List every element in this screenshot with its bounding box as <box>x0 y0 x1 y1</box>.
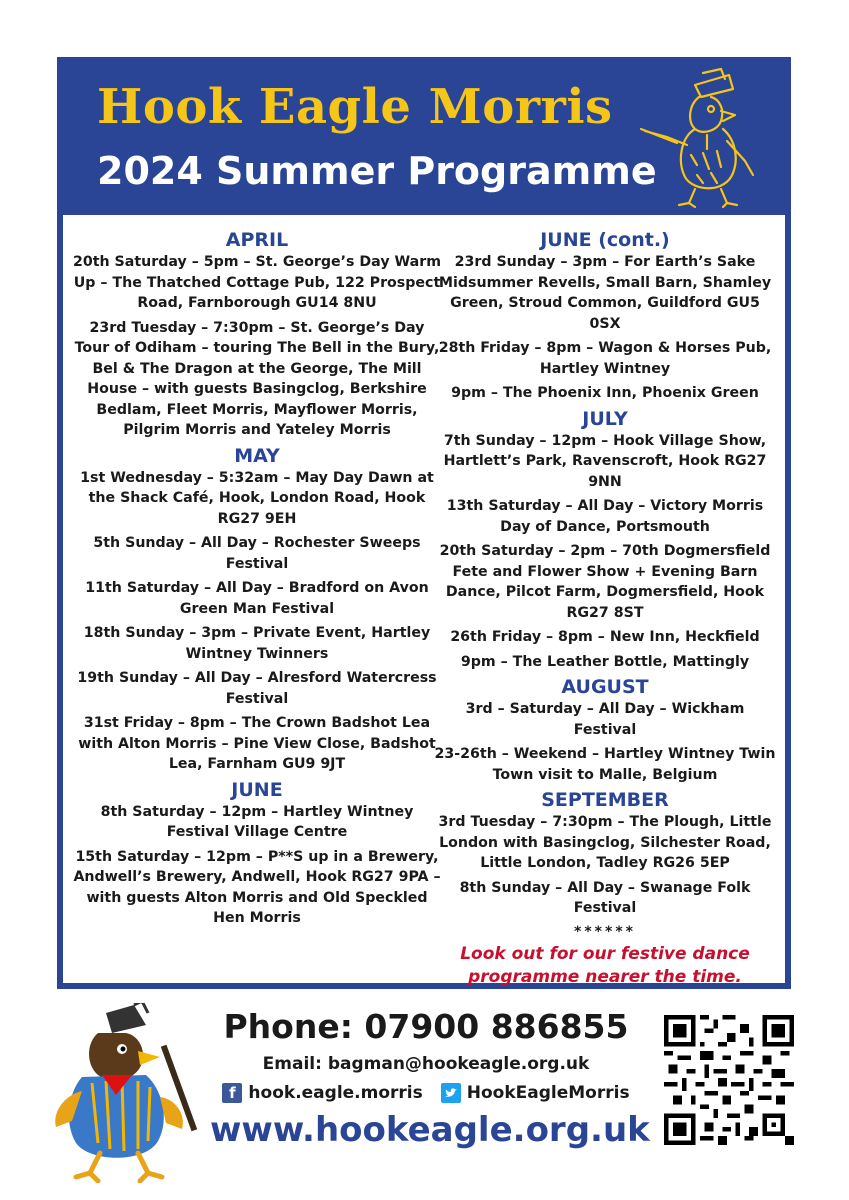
facebook-handle: hook.eagle.morris <box>248 1083 423 1103</box>
festive-note: Look out for our festive dance programme nearer the time. <box>460 943 750 987</box>
page-title: Hook Eagle Morris <box>97 79 613 135</box>
month-heading: AUGUST <box>561 676 649 698</box>
event-item: 23rd Tuesday – 7:30pm – St. George’s Day Tour of Odiham – touring The Bell in the Bury, Bel & The Dragon at the George, The Mill House – with guests Basingclog, Berkshire Bedlam, Fleet Morris, Mayflower Morris, Pilgrim Morris and Yateley Morris <box>74 319 440 438</box>
month-heading: SEPTEMBER <box>541 789 669 811</box>
event-item: 1st Wednesday – 5:32am – May Day Dawn at the Shack Café, Hook, London Road, Hook RG27 9EH <box>80 469 434 527</box>
event-item: 9pm – The Leather Bottle, Mattingly <box>460 653 750 670</box>
event-item: 28th Friday – 8pm – Wagon & Horses Pub, Hartley Wintney <box>438 340 772 377</box>
phone-number[interactable]: Phone: 07900 886855 <box>223 1007 629 1046</box>
email-address[interactable]: Email: bagman@hookeagle.org.uk <box>262 1054 590 1074</box>
twitter-icon <box>441 1083 461 1103</box>
event-item: 11th Saturday – All Day – Bradford on Avon Green Man Festival <box>85 580 429 617</box>
header <box>57 57 791 213</box>
event-item: 26th Friday – 8pm – New Inn, Heckfield <box>450 629 760 645</box>
social-links <box>210 1081 642 1105</box>
contact-block <box>210 995 650 1151</box>
left-column <box>71 229 443 933</box>
event-item: 20th Saturday – 2pm – 70th Dogmersfield Fete and Flower Show + Evening Barn Dance, Pilcot Farm, Dogmersfield, Hook RG27 8ST <box>439 543 771 621</box>
facebook-icon: f <box>222 1083 242 1103</box>
website-link[interactable]: www.hookeagle.org.uk <box>210 1110 650 1150</box>
event-item: 3rd – Saturday – All Day – Wickham Festival <box>465 701 745 738</box>
programme-frame <box>57 57 791 989</box>
event-item: 8th Saturday – 12pm – Hartley Wintney Festival Village Centre <box>100 803 414 840</box>
programme-panel <box>63 215 785 987</box>
event-item: 7th Sunday – 12pm – Hook Village Show, Hartlett’s Park, Ravenscroft, Hook RG27 9NN <box>443 432 767 490</box>
twitter-handle: HookEagleMorris <box>466 1083 630 1103</box>
month-heading: JUNE (cont.) <box>540 229 670 251</box>
month-heading: APRIL <box>225 229 289 251</box>
event-item: 13th Saturday – All Day – Victory Morris Day of Dance, Portsmouth <box>446 498 764 535</box>
qr-code-icon <box>664 1015 794 1145</box>
event-item: 31st Friday – 8pm – The Crown Badshot Lea with Alton Morris – Pine View Close, Badshot Lea, Farnham GU9 9JT <box>78 715 436 772</box>
event-item: 3rd Tuesday – 7:30pm – The Plough, Little London with Basingclog, Silchester Road, Little London, Tadley RG26 5EP <box>438 814 772 871</box>
event-item: 5th Sunday – All Day – Rochester Sweeps Festival <box>93 535 421 572</box>
event-item: 20th Saturday – 5pm – St. George’s Day Warm Up – The Thatched Cottage Pub, 122 Prospect Road, Farnborough GU14 8NU <box>72 254 442 311</box>
event-item: 18th Sunday – 3pm – Private Event, Hartley Wintney Twinners <box>83 625 431 662</box>
footer <box>0 995 849 1200</box>
event-item: 15th Saturday – 12pm – P**S up in a Brewery, Andwell’s Brewery, Andwell, Hook RG27 9PA – with guests Alton Morris and Old Speckled Hen Morris <box>73 848 441 926</box>
event-item: 8th Sunday – All Day – Swanage Folk Festival <box>459 879 751 916</box>
right-column <box>433 229 777 989</box>
event-item: 9pm – The Phoenix Inn, Phoenix Green <box>451 385 759 401</box>
separator: ****** <box>574 923 636 940</box>
month-heading: MAY <box>234 444 280 467</box>
twitter-link[interactable] <box>441 1081 630 1105</box>
month-heading: JULY <box>582 407 628 430</box>
page-subtitle: 2024 Summer Programme <box>97 149 657 193</box>
month-heading: JUNE <box>231 778 283 801</box>
facebook-link[interactable] <box>222 1081 422 1105</box>
event-item: 19th Sunday – All Day – Alresford Watercress Festival <box>77 670 437 707</box>
event-item: 23rd Sunday – 3pm – For Earth’s Sake Midsummer Revells, Small Barn, Shamley Green, Stroud Common, Guildford GU5 0SX <box>438 254 772 332</box>
event-item: 23-26th – Weekend – Hartley Wintney Twin Town visit to Malle, Belgium <box>434 746 776 783</box>
eagle-mascot-icon <box>42 1003 207 1183</box>
eagle-mascot-icon <box>637 65 777 210</box>
